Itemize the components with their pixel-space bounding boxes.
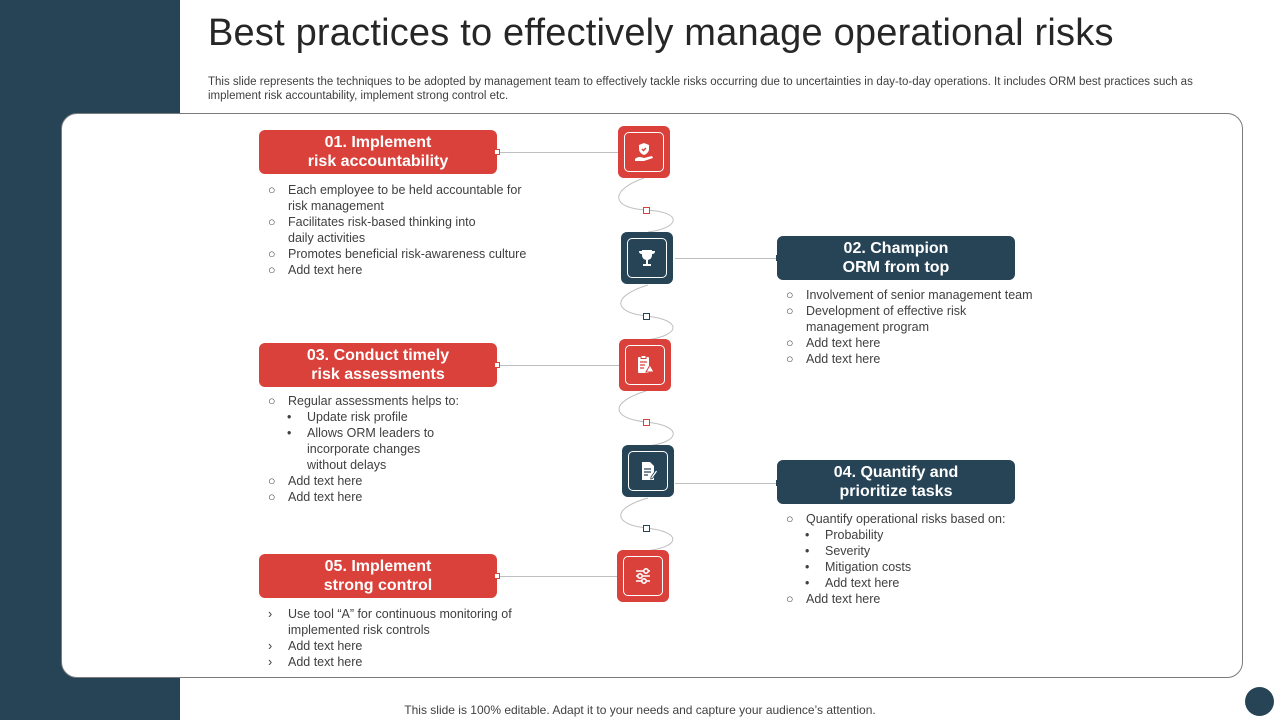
list-item: • Allows ORM leaders to bbox=[287, 426, 435, 440]
step-5-details bbox=[268, 606, 512, 670]
slide-subtitle: This slide represents the techniques to be adopted by management team to effectively tackle risks occurring due to uncertainties in day-to-day operations. It includes ORM best practices such as implement risk accountability, implement strong control etc. bbox=[208, 76, 1193, 102]
list-item: ○ Promotes beneficial risk-awareness culture bbox=[268, 247, 527, 261]
list-item: ○ Development of effective risk bbox=[786, 304, 967, 318]
list-item: › Add text here bbox=[268, 655, 363, 669]
list-item: management program bbox=[806, 320, 929, 334]
list-item: • Severity bbox=[805, 544, 871, 558]
list-item: • Mitigation costs bbox=[805, 560, 912, 574]
document-edit-icon bbox=[628, 451, 668, 491]
list-item: ○ Add text here bbox=[268, 263, 363, 277]
list-item: ○ Add text here bbox=[786, 352, 881, 366]
list-item: › Use tool “A” for continuous monitoring of bbox=[268, 607, 512, 621]
connector-line-5 bbox=[500, 576, 617, 577]
timeline-node bbox=[643, 419, 650, 426]
list-item: risk management bbox=[288, 199, 384, 213]
step-3-label: 03. Conduct timely risk assessments bbox=[259, 343, 497, 387]
slide-title: Best practices to effectively manage operational risks bbox=[208, 12, 1114, 54]
connector-line-1 bbox=[500, 152, 618, 153]
list-item: without delays bbox=[307, 458, 387, 472]
list-item: • Add text here bbox=[805, 576, 900, 590]
connector-line-2 bbox=[675, 258, 776, 259]
step-1-icon-tile bbox=[618, 126, 670, 178]
hand-shield-icon bbox=[624, 132, 664, 172]
step-5-icon-tile bbox=[617, 550, 669, 602]
list-item: ○ Quantify operational risks based on: bbox=[786, 512, 1006, 526]
timeline-node bbox=[643, 525, 650, 532]
list-item: daily activities bbox=[288, 231, 366, 245]
timeline-node bbox=[643, 313, 650, 320]
list-item: ○ Add text here bbox=[268, 490, 363, 504]
list-item: • Probability bbox=[805, 528, 884, 542]
list-item: ○ Facilitates risk-based thinking into bbox=[268, 215, 476, 229]
list-item: ○ Add text here bbox=[268, 474, 363, 488]
timeline-node bbox=[643, 207, 650, 214]
step-4-details bbox=[786, 511, 1005, 607]
list-item: implemented risk controls bbox=[288, 623, 430, 637]
list-item: incorporate changes bbox=[307, 442, 421, 456]
trophy-icon bbox=[627, 238, 667, 278]
step-5-anchor bbox=[494, 573, 500, 579]
clipboard-warning-icon bbox=[625, 345, 665, 385]
list-item: ○ Involvement of senior management team bbox=[786, 288, 1033, 302]
list-item: › Add text here bbox=[268, 639, 363, 653]
step-3-anchor bbox=[494, 362, 500, 368]
list-item: ○ Add text here bbox=[786, 592, 881, 606]
step-1-details bbox=[268, 182, 526, 278]
step-3-icon-tile bbox=[619, 339, 671, 391]
step-2-icon-tile bbox=[621, 232, 673, 284]
step-1-label: 01. Implement risk accountability bbox=[259, 130, 497, 174]
corner-circle-decoration bbox=[1245, 687, 1274, 716]
step-2-label: 02. Champion ORM from top bbox=[777, 236, 1015, 280]
step-4-icon-tile bbox=[622, 445, 674, 497]
list-item: ○ Add text here bbox=[786, 336, 881, 350]
sliders-icon bbox=[623, 556, 663, 596]
slide-footer: This slide is 100% editable. Adapt it to your needs and capture your audience’s attention. bbox=[404, 703, 876, 717]
connector-line-4 bbox=[675, 483, 776, 484]
step-4-label: 04. Quantify and prioritize tasks bbox=[777, 460, 1015, 504]
list-item: ○ Regular assessments helps to: bbox=[268, 394, 459, 408]
step-1-anchor bbox=[494, 149, 500, 155]
step-2-details bbox=[786, 287, 1033, 367]
list-item: • Update risk profile bbox=[287, 410, 408, 424]
step-5-label: 05. Implement strong control bbox=[259, 554, 497, 598]
connector-line-3 bbox=[500, 365, 619, 366]
list-item: ○ Each employee to be held accountable for bbox=[268, 183, 522, 197]
step-3-details bbox=[268, 393, 459, 505]
